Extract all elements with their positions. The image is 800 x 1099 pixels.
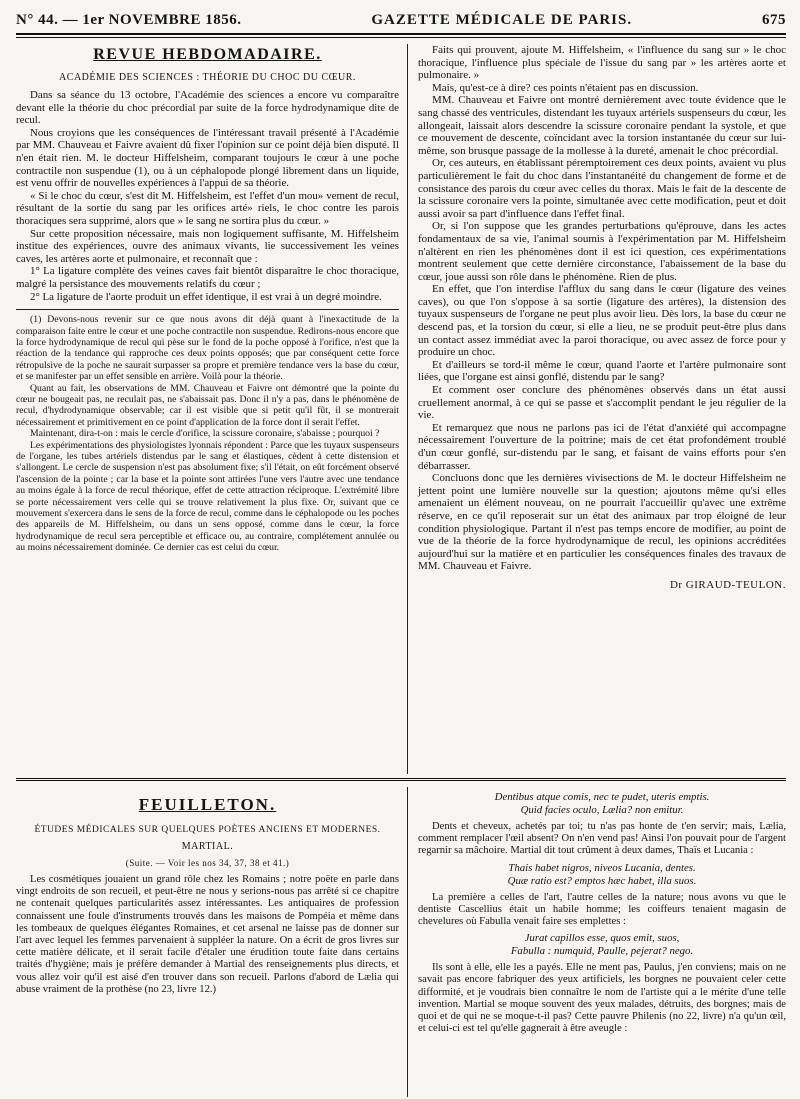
revue-paragraph: Or, si l'on suppose que les grandes perturbations qu'éprouve, dans les actes fondamentaux de sa vie, l'animal soumis à l'expérimentation par M. Hiffelsheim n'altèrent en rien les phénomènes dont il est ici question, ces expérimentations montrent seulement que cette dernière circonstance, l'abaissement de la base du cœur, joue aussi son rôle dans le phénomène. Rien de plus. <box>418 220 786 283</box>
feuilleton-paragraph: Les cosmétiques jouaient un grand rôle chez les Romains ; notre poëte en parle dans vingt endroits de son recueil, et peut-être ne nous y serions-nous pas arrêté si ce chapitre ne contenait quelques particularités assez intéressantes. Les antiquaires de profession connaissent une foule d'instruments trouvés dans les maisons de Pompéia et même dans les tombeaux de quelques élégantes Romaines, et cet arsenal ne laisse pas de donner sur l'art avec lequel les femmes parvenaient à suppléer la nature. On a écrit de gros livres sur cette matière délicate, et il serait facile d'étaler une érudition toute faite dans certains traités d'hygiène; mais je préfère demander à Martial des renseignements plus directs, et vous allez voir qu'il est aisé d'en trouver dans son recueil. Parlons d'abord de Lælia qui abuse vraiment de la prothèse (no 23, livre 12.) <box>16 874 399 995</box>
revue-paragraph: Dans sa séance du 13 octobre, l'Académie des sciences a encore vu comparaître devant elle la théorie du choc précordial par suite de la force hydrodynamique dite de recul. <box>16 89 399 127</box>
latin-verse <box>418 791 786 817</box>
revue-title: REVUE HEBDOMADAIRE. <box>93 46 322 63</box>
footnote-rule <box>16 309 399 310</box>
feuilleton-right-column <box>408 787 786 1097</box>
revue-paragraph: MM. Chauveau et Faivre ont montré dernièrement avec toute évidence que le sang chassé des ventricules, distendant les tuyaux artériels suspenseurs du cœur, les allongeait, laissait alors descendre la scissure coronaire pendant la systole, et que ce mouvement de descente, coïncidant avec la torsion instantanée du cœur sur lui-même, son brusque passage de la mollesse à la dureté, amenait le choc précordial. <box>418 94 786 157</box>
feuilleton-paragraph: Ils sont à elle, elle les a payés. Elle ne ment pas, Paulus, j'en conviens; mais on ne savait pas encore fabriquer des yeux artificiels, les borgnes ne pouvaient celer cette difformité, et je voudrais bien connaître le nom de l'artiste qui a le mérite d'une telle invention. Martial se moque souvent des yeux malades, détruits, des borgnes; mais de quoi et de qui ne se moque-t-il pas? Cette pauvre Philenis (no 22, livre) n'a qu'un œil, et celui-ci est tel qu'elle gagnerait à être aveugle : <box>418 962 786 1035</box>
revue-paragraph: « Si le choc du cœur, s'est dit M. Hiffelsheim, est l'effet d'un mou» vement de recul, résultant de la sortie du sang par les orifices arté» riels, le choc contre les parois thoraciques sera supprimé, alors que » le sang ne sortira plus du cœur. » <box>16 189 399 227</box>
verse-line: Quæ ratio est? emptos hæc habet, illa suos. <box>507 874 697 887</box>
issue-number: N° 44. — 1er NOVEMBRE 1856. <box>16 12 242 28</box>
page-number: 675 <box>761 12 786 28</box>
feuilleton-paragraph: Dents et cheveux, achetés par toi; tu n'as pas honte de t'en servir; mais, Lælia, comment remplacer l'œil absent? On n'en vend pas! Ainsi l'on pouvait pour de l'argent regarnir sa mâchoire. Martial dit tout crûment à deux dames, Thaïs et Lucania : <box>418 821 786 857</box>
section-divider <box>16 778 786 781</box>
revue-paragraph: Et d'ailleurs se tord-il même le cœur, quand l'aorte et l'artère pulmonaire sont liées, que l'organe est ainsi gonflé, distendu par le sang? <box>418 358 786 384</box>
revue-paragraph: Faits qui prouvent, ajoute M. Hiffelsheim, « l'influence du sang sur » le choc thoracique, l'influence plus spéciale de l'issue du sang par » les artères aorte et pulmonaire. » <box>418 44 786 82</box>
feuilleton-continuation: (Suite. — Voir les nos 34, 37, 38 et 41.) <box>125 858 290 868</box>
revue-paragraph: Sur cette proposition nécessaire, mais non logiquement suffisante, M. Hiffelsheim institue des expériences, ouvre des animaux vivants, lie successivement les veines caves, les artères aorte et pulmonaire, et reconnaît que : <box>16 227 399 265</box>
feuilleton-author: MARTIAL. <box>181 841 234 852</box>
revue-paragraph: 1° La ligature complète des veines caves fait bientôt disparaître le choc thoracique, malgré la persistance des mouvements relatifs du cœur ; <box>16 265 399 290</box>
revue-paragraph: Mais, qu'est-ce à dire? ces points n'étaient pas en discussion. <box>432 81 699 94</box>
footnote-paragraph: Les expérimentations des physiologistes lyonnais répondent : Parce que les tuyaux suspenseurs de l'organe, les tubes artériels distendus par le sang et élastiques, cèdent à cette distension et s'allongent. Le cercle de suspension n'est pas absolument fixe; s'il l'était, on eût forcément observé l'ascension de la pointe ; car la base et la pointe sont attirées l'une vers l'autre avec une tendance au moins égale à la force de recul théorique, effet de cette attraction réciproque. L'extrémité libre se porte nécessairement vers celle qui se trouve relativement la plus fixe. Or, suivant que ce mouvement s'exercera dans le sens de la force de recul, comme dans le céphalopode ou les poches des appareils de M. Hiffelsheim, ou dans un sens opposé, comme dans le cœur, la force hydrodynamique de recul sera perceptible et efficace ou, au contraire, complétement annulée ou au moins nécessairement dominée. Ce dernier cas est celui du cœur. <box>16 439 399 554</box>
feuilleton-paragraph: La première a celles de l'art, l'autre celles de la nature; nous avons vu que le dentiste Cascellius était un habile homme; les coiffeurs tenaient magasin de chevelures où Fabulla venait faire ses emplettes : <box>418 891 786 928</box>
footnote <box>16 314 399 554</box>
verse-line: Fabulla : numquid, Paulle, pejerat? nego. <box>510 945 694 958</box>
revue-paragraph: Et comment oser conclure des phénomènes observés dans un état aussi cruellement anormal, à ce qui se passe et s'accomplit pendant le jeu régulier de la vie. <box>418 384 786 422</box>
revue-paragraph: Et remarquez que nous ne parlons pas ici de l'état d'anxiété qui accompagne nécessairement l'ouverture de la poitrine; mais de cet état profondément troublé d'un cœur gonflé, sur-distendu par le sang, et faisant de vains efforts pour s'en débarrasser. <box>418 421 786 472</box>
verse-line: Thais habet nigros, niveos Lucania, dentes. <box>508 861 696 874</box>
verse-line: Jurat capillos esse, quos emit, suos, <box>524 932 680 945</box>
revue-paragraph: En effet, que l'on interdise l'afflux du sang dans le cœur (ligature des veines caves), ou que l'on s'oppose à sa sortie (ligature des artères), la distension des tuyaux suspenseurs de l'organe ne peut plus avoir lieu. Dès lors, la base du cœur ne descend pas, et la torsion du cœur, si elle a lieu, ne se produit peut-être plus dans un contact assez immédiat avec la paroi thoracique, ou avec assez de force pour y produire un choc. <box>418 283 786 359</box>
feuilleton-subtitle: ÉTUDES MÉDICALES SUR QUELQUES POÈTES ANCIENS ET MODERNES. <box>34 825 381 835</box>
revue-paragraph: Nous croyions que les conséquences de l'intéressant travail présenté à l'Académie par MM. Chauveau et Faivre avaient dû fixer l'opinion sur ce point déjà bien disputé. Il n'en était rien. M. le docteur Hiffelsheim, comparant toujours le cœur à une poche contractile non suspendue (1), ou à un céphalopode plongé librement dans un liquide, est venu offrir de nouvelles expériences à l'appui de sa théorie. <box>16 126 399 190</box>
footnote-paragraph: (1) Devons-nous revenir sur ce que nous avons dit déjà quant à l'inexactitude de la comparaison faite entre le cœur et une poche contractile non suspendue. Redirons-nous encore que la force hydrodynamique de recul qui pèse sur le fond de la poche opposé à l'orifice, n'est que la réaction de la tendance qui rapproche ces deux points opposés; que par conséquent cette force rétropulsive de la poche ne saurait surpasser sa propre et première tendance vers la base du cœur, et se manifester par un effet sensible en arrière. Voilà pour la théorie. <box>16 314 399 383</box>
latin-verse <box>418 932 786 958</box>
latin-verse <box>418 862 786 888</box>
revue-right-column <box>408 44 786 774</box>
revue-paragraph: 2° La ligature de l'aorte produit un effet identique, il est vrai à un degré moindre. <box>30 290 382 303</box>
revue-subtitle: ACADÉMIE DES SCIENCES : THÉORIE DU CHOC DU CŒUR. <box>59 72 356 83</box>
verse-line: Quid facies oculo, Lælia? non emitur. <box>520 804 684 816</box>
author-signature: Dr GIRAUD-TEULON. <box>669 578 786 591</box>
revue-left-column <box>16 44 408 774</box>
feuilleton-section <box>16 787 786 1097</box>
newspaper-title: GAZETTE MÉDICALE DE PARIS. <box>371 12 633 28</box>
verse-line: Dentibus atque comis, nec te pudet, uteris emptis. <box>494 791 710 803</box>
page-header <box>16 12 786 35</box>
feuilleton-left-column <box>16 787 408 1097</box>
revue-paragraph: Or, ces auteurs, en établissant péremptoirement ces deux points, avaient vu plus particulièrement le fait du choc dans l'instantanéité du changement de forme et de consistance des parois du cœur avec celles du thorax. Mais le fait de la descente de la scissure coronaire vers la pointe, simultanée avec cette modification, peut et doit aussi avoir sa part d'influence dans l'effet final. <box>418 157 786 220</box>
revue-section <box>16 44 786 774</box>
footnote-paragraph: Quant au fait, les observations de MM. Chauveau et Faivre ont démontré que la pointe du cœur ne bougeait pas, ne reculait pas, ne s'abaissait pas. Donc il n'y a pas, dans le phénomène de recul, d'hydrodynamique observable; car il est visible que si petit qu'il fût, il se montrerait nécessairement et primitivement en ce point d'application de la force dont il serait l'effet. <box>16 382 399 428</box>
header-rule <box>16 37 786 38</box>
footnote-paragraph: Maintenant, dira-t-on : mais le cercle d'orifice, la scissure coronaire, s'abaisse ; pourquoi ? <box>30 428 380 440</box>
feuilleton-title: FEUILLETON. <box>138 795 277 814</box>
revue-paragraph: Concluons donc que les dernières vivisections de M. le docteur Hiffelsheim ne jettent point une lumière nouvelle sur la question; ajoutons même qu'si elles amenaient un élément nouveau, on ne pourrait l'accueillir qu'avec une extrême réserve, en ce qu'il reposerait sur un état des animaux par trop éloigné de leur condition physiologique. Partant il n'est pas temps encore de modifier, au point de vue de la théorie de la force hydrodynamique de recul, les opinions accréditées aujourd'hui sur la matière et en particulier les conséquences finales des travaux de MM. Chauveau et Faivre. <box>418 472 786 573</box>
